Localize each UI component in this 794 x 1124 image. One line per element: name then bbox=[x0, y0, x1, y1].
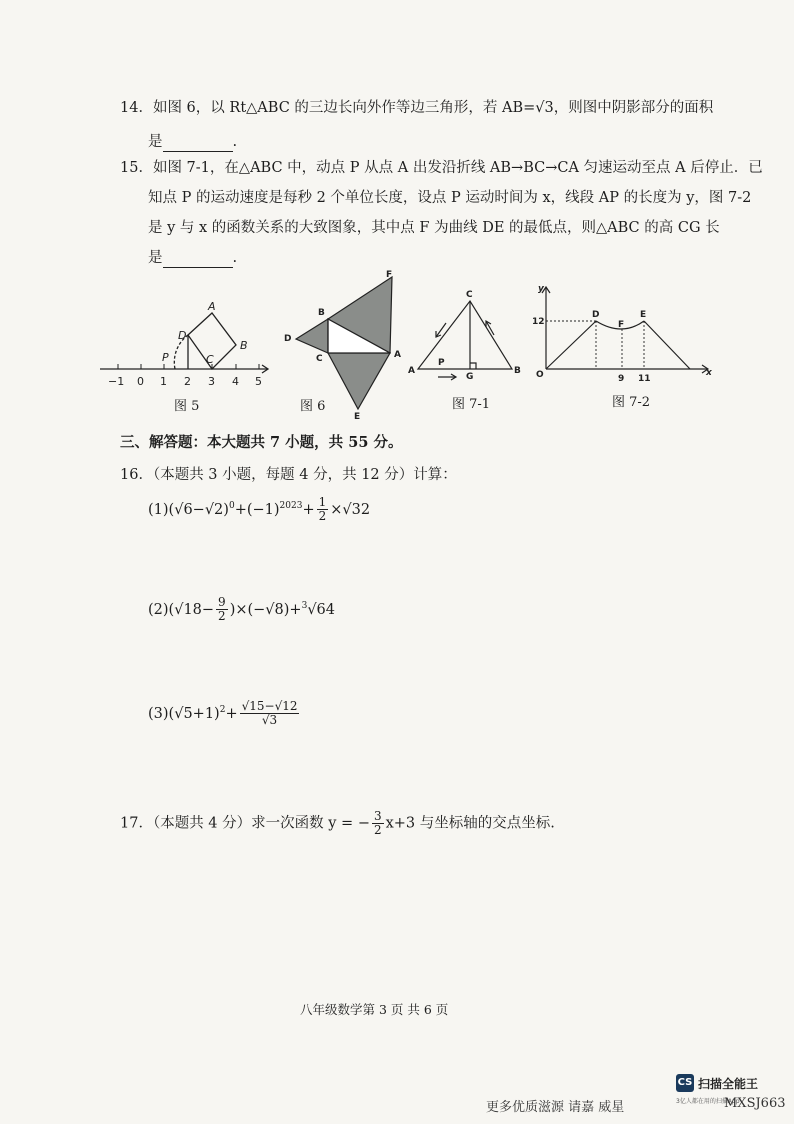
svg-text:D: D bbox=[592, 310, 600, 320]
figures-row bbox=[0, 265, 794, 425]
q14-line2: 是 . bbox=[148, 134, 238, 150]
svg-text:11: 11 bbox=[638, 374, 651, 384]
svg-text:O: O bbox=[536, 370, 544, 380]
svg-text:12: 12 bbox=[532, 317, 545, 327]
svg-text:D: D bbox=[178, 329, 187, 342]
svg-text:3: 3 bbox=[208, 375, 215, 388]
svg-text:P: P bbox=[162, 351, 169, 364]
figure-7-1 bbox=[418, 301, 512, 380]
q16-header: 16．（本题共 3 小题，每题 4 分，共 12 分）计算： bbox=[120, 467, 457, 483]
fraction: $\frac{9}{2}$ bbox=[218, 595, 226, 624]
svg-text:A: A bbox=[408, 366, 415, 376]
q15-line1: 15．如图 7-1，在△ABC 中，动点 P 从点 A 出发沿折线 AB→BC→CA 匀速运动至点 A 后停止．已 bbox=[120, 160, 763, 176]
q16-part2: (2)(√18− $\frac{9}{2}$ )×(−√8)+$^3$√64 bbox=[148, 595, 336, 624]
svg-text:y: y bbox=[538, 284, 544, 294]
svg-text:0: 0 bbox=[137, 375, 144, 388]
svg-text:2: 2 bbox=[184, 375, 191, 388]
figure-5-caption: 图 5 bbox=[174, 399, 200, 414]
svg-text:C: C bbox=[316, 354, 323, 364]
q15-line4: 是 . bbox=[148, 250, 238, 266]
q14-line1: 14．如图 6，以 Rt△ABC 的三边长向外作等边三角形，若 AB=√3，则图中阴影部分的面积 bbox=[120, 100, 714, 116]
cs-logo-icon: CS bbox=[676, 1074, 694, 1092]
figure-6 bbox=[296, 277, 392, 409]
q16-part1: $(1)(√6-√2)^0+(-1)^{2023}+$ $\frac{1}{2}$ ×√32 bbox=[148, 495, 371, 524]
bottom-watermark: 更多优质滋源 请嘉 威星 bbox=[486, 1100, 625, 1115]
q16-part3: $(3)(√5+1)^2+$ $\frac{√15-√12}{√3}$ bbox=[148, 699, 298, 728]
scanner-subtitle: 3亿人都在用的扫描App bbox=[676, 1098, 740, 1105]
figure-5-labels bbox=[108, 300, 262, 388]
q15-line3: 是 y 与 x 的函数关系的大致图象，其中点 F 为曲线 DE 的最低点，则△ABC 的高 CG 长 bbox=[148, 220, 720, 236]
figure-7-1-labels bbox=[408, 290, 521, 382]
answer-blank bbox=[163, 137, 233, 152]
bottom-code: MXSJ663 bbox=[724, 1096, 786, 1111]
svg-text:B: B bbox=[514, 366, 521, 376]
fraction: $\frac{1}{2}$ bbox=[318, 495, 327, 524]
svg-text:1: 1 bbox=[160, 375, 167, 388]
svg-text:4: 4 bbox=[232, 375, 239, 388]
svg-text:B: B bbox=[318, 308, 325, 318]
scanner-name: 扫描全能王 bbox=[698, 1077, 759, 1091]
fraction: $\frac{3}{2}$ bbox=[373, 809, 382, 837]
q15-line2: 知点 P 的运动速度是每秒 2 个单位长度，设点 P 运动时间为 x，线段 AP 的长度为 y，图 7-2 bbox=[148, 190, 752, 206]
svg-text:x: x bbox=[706, 368, 712, 378]
svg-text:E: E bbox=[640, 310, 647, 320]
svg-text:5: 5 bbox=[255, 375, 262, 388]
svg-text:G: G bbox=[466, 372, 474, 382]
fraction: $\frac{√15-√12}{√3}$ bbox=[241, 699, 298, 728]
figure-7-2-caption: 图 7-2 bbox=[612, 395, 651, 410]
figure-7-2 bbox=[542, 287, 708, 373]
svg-text:C: C bbox=[466, 290, 473, 300]
svg-text:F: F bbox=[386, 270, 393, 280]
svg-text:A: A bbox=[208, 300, 216, 313]
figure-7-1-caption: 图 7-1 bbox=[452, 397, 491, 412]
q17: 17．（本题共 4 分）求一次函数 y = − $\frac{3}{2}$ x+3 与坐标轴的交点坐标. bbox=[120, 809, 555, 837]
svg-text:C: C bbox=[206, 353, 214, 366]
svg-text:A: A bbox=[394, 350, 401, 360]
svg-text:−1: −1 bbox=[108, 375, 125, 388]
svg-text:9: 9 bbox=[618, 374, 625, 384]
svg-text:B: B bbox=[240, 339, 248, 352]
page-footer: 八年级数学第 3 页 共 6 页 bbox=[300, 1002, 449, 1017]
svg-text:E: E bbox=[354, 412, 361, 422]
section-3-heading: 三、解答题：本大题共 7 小题，共 55 分。 bbox=[120, 434, 403, 451]
svg-text:D: D bbox=[284, 334, 292, 344]
svg-text:P: P bbox=[438, 358, 445, 368]
figure-6-caption: 图 6 bbox=[300, 399, 326, 414]
svg-text:F: F bbox=[618, 320, 625, 330]
